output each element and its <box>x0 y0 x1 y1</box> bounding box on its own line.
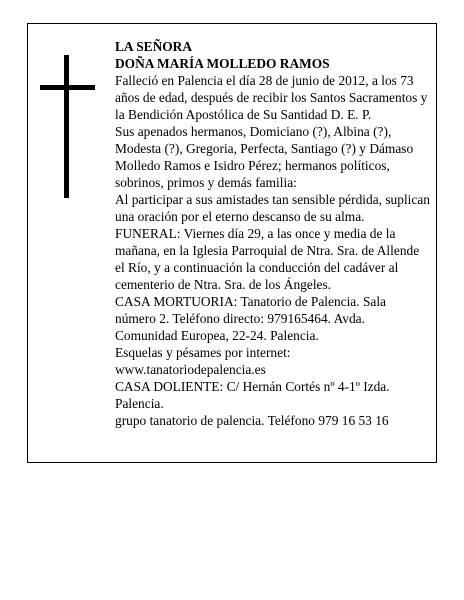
funeral-paragraph: FUNERAL: Viernes día 29, a las once y media de la mañana, en la Iglesia Parroquial de Ntra. Sra. de Allende el Río, y a continuación la conducción del cadáver al cementerio de Ntra. Sra. de los Ángeles. <box>115 226 420 292</box>
request-paragraph: Al participar a sus amistades tan sensible pérdida, suplican una oración por el eterno descanso de su alma. <box>115 192 430 224</box>
obituary-text <box>115 38 430 429</box>
internet-label: Esquelas y pésames por internet: <box>115 345 291 360</box>
internet-url: www.tanatoriodepalencia.es <box>115 362 266 377</box>
footer-line: grupo tanatorio de palencia. Teléfono 979 16 53 16 <box>115 413 389 428</box>
home-paragraph: CASA DOLIENTE: C/ Hernán Cortés nº 4-1º Izda. Palencia. <box>115 379 390 411</box>
cross-vertical-bar <box>64 55 69 198</box>
death-paragraph: Falleció en Palencia el día 28 de junio de 2012, a los 73 años de edad, después de recibir los Santos Sacramentos y la Bendición Apostólica de Su Santidad D. E. P. <box>115 73 428 122</box>
cross-horizontal-bar <box>40 85 95 90</box>
mortuary-paragraph: CASA MORTUORIA: Tanatorio de Palencia. Sala número 2. Teléfono directo: 979165464. Avda. Comunidad Europea, 22-24. Palencia. <box>115 294 386 343</box>
heading-title: LA SEÑORA <box>115 39 193 54</box>
deceased-name: DOÑA MARÍA MOLLEDO RAMOS <box>115 56 330 71</box>
family-paragraph: Sus apenados hermanos, Domiciano (?), Albina (?), Modesta (?), Gregoria, Perfecta, Santiago (?) y Dámaso Molledo Ramos e Isidro Pérez; hermanos políticos, sobrinos, primos y demás familia: <box>115 124 414 190</box>
